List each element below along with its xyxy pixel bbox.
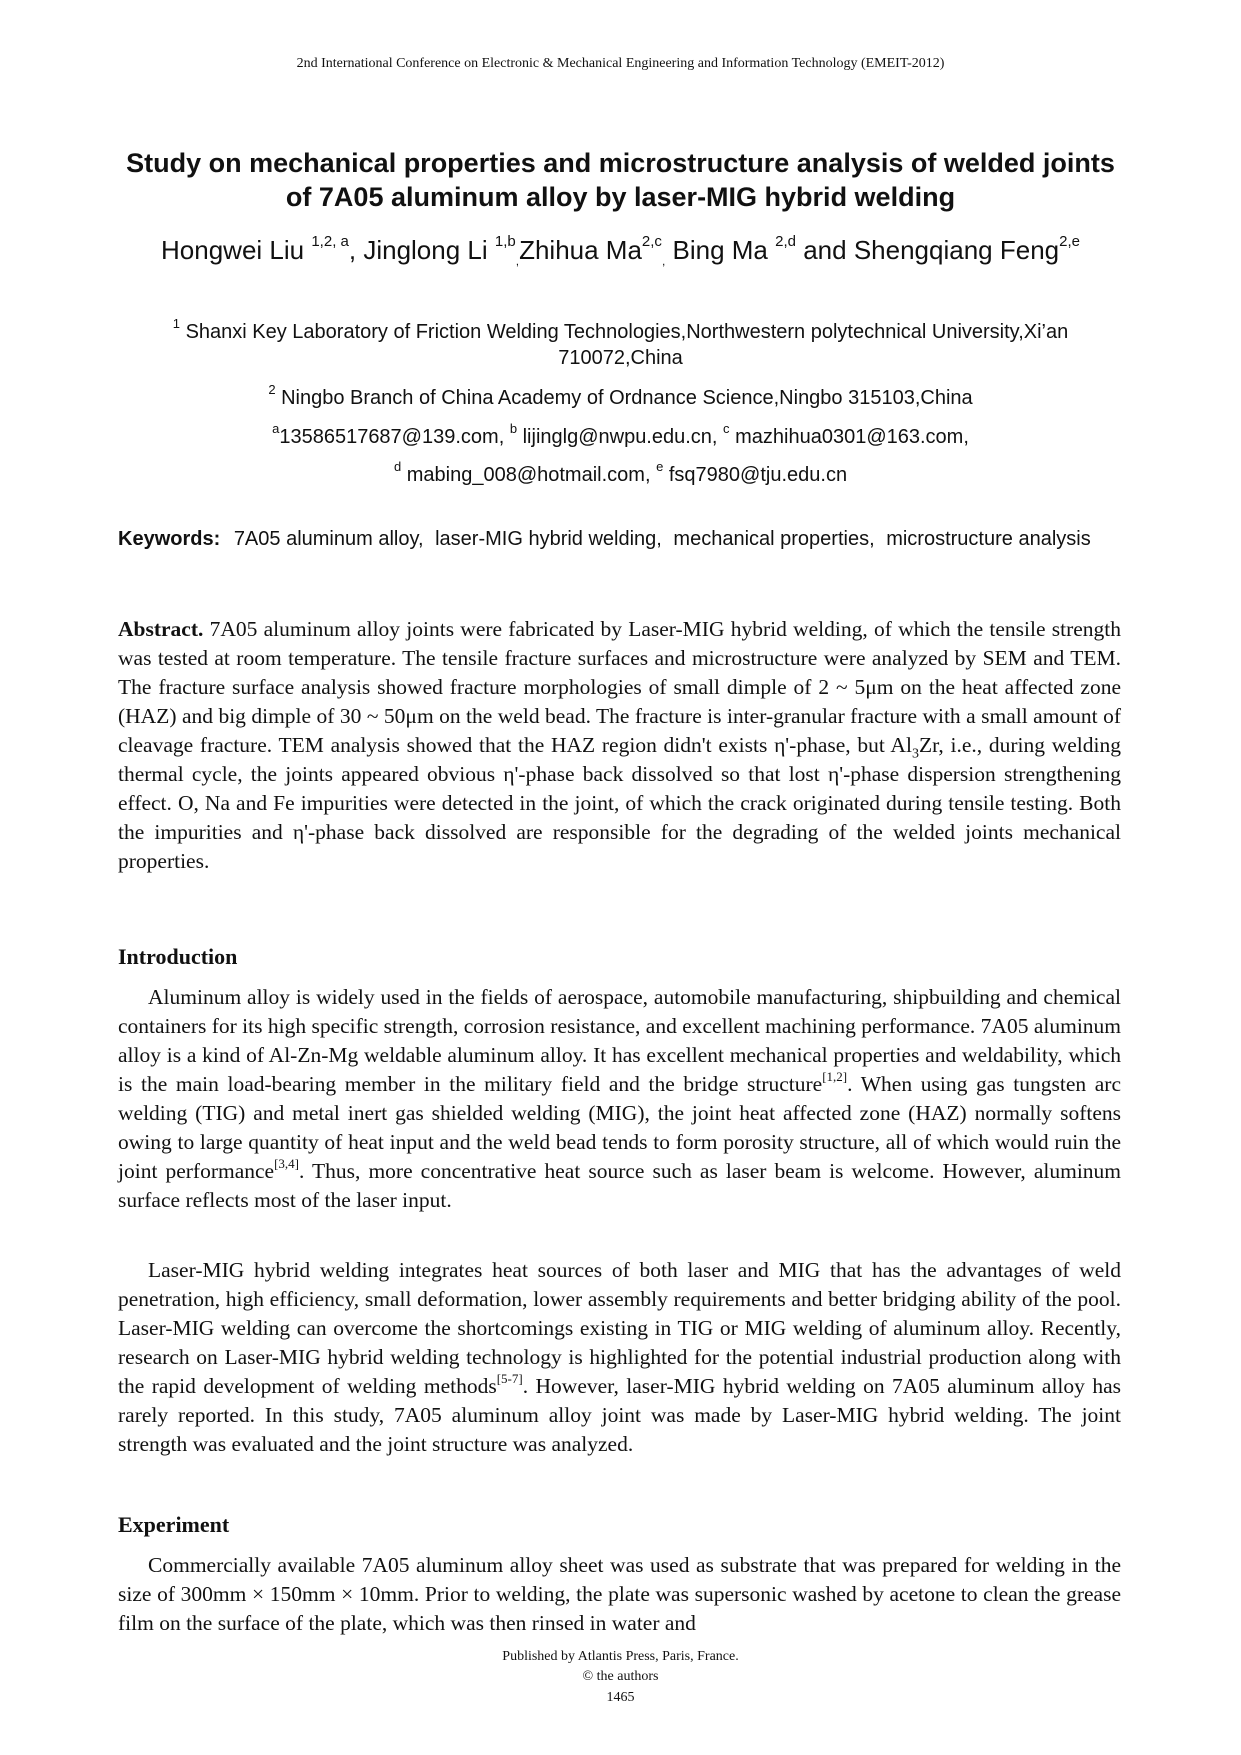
author-list: Hongwei Liu $^{1,2, a}$, Jinglong Li $^{1,b}_,$Zhihua Ma$^{2,c}_,$ Bing Ma $^{2,d}$ and Shengqiang Feng$^{2,e}$ bbox=[161, 233, 1080, 269]
section-heading-introduction: Introduction bbox=[118, 944, 238, 969]
author-affiliation-mark: 1,2, a bbox=[311, 233, 349, 251]
author-name: Bing Ma bbox=[672, 235, 768, 265]
email-link[interactable]: lijinglg@nwpu.edu.cn, bbox=[522, 426, 718, 448]
footer-copyright: © the authors bbox=[582, 1669, 659, 1684]
affiliation-2: $^2$ Ningbo Branch of China Academy of Ordnance Science,Ningbo 315103,China bbox=[268, 382, 973, 409]
email-link[interactable]: mabing_008@hotmail.com, bbox=[406, 464, 651, 486]
affiliation-1: $^1$ Shanxi Key Laboratory of Friction Welding Technologies,Northwestern polytechnical University,Xi’an 710072,China bbox=[172, 316, 1069, 369]
email-link[interactable]: fsq7980@tju.edu.cn bbox=[668, 464, 848, 486]
author-emails-line-2: $^d$ mabing_008@hotmail.com, $^e$ fsq7980@tju.edu.cn bbox=[393, 459, 848, 486]
author-name: Jinglong Li bbox=[363, 235, 488, 265]
citation: [3,4] bbox=[274, 1155, 300, 1171]
author-affiliation-mark: 2,c bbox=[641, 233, 662, 251]
author-name: Hongwei Liu bbox=[161, 235, 305, 265]
email-link[interactable]: mazhihua0301@163.com, bbox=[735, 426, 969, 448]
keyword: laser-MIG hybrid welding, bbox=[435, 528, 662, 550]
abstract: Abstract. 7A05 aluminum alloy joints were fabricated by Laser-MIG hybrid welding, of which the tensile strength was tested at room temperature. The tensile fracture surfaces and microstructure were analyzed by SEM and TEM. The fracture surface analysis showed fracture morphologies of small dimple of 2 ~ 5μm on the heat affected zone (HAZ) and big dimple of 30 ~ 50μm on the weld bead. The fracture is inter-granular fracture with a small amount of cleavage fracture. TEM analysis showed that the HAZ region didn't exists η'-phase, but $Al_3Zr$, i.e., during welding thermal cycle, the joints appeared obvious η'-phase back dissolved so that lost η'-phase dispersion strengthening effect. O, Na and Fe impurities were detected in the joint, of which the crack originated during tensile testing. Both the impurities and η'-phase back dissolved are responsible for the degrading of the welded joints mechanical properties. bbox=[118, 617, 1121, 873]
introduction-paragraph-2: Laser-MIG hybrid welding integrates heat sources of both laser and MIG that has the advantages of weld penetration, high efficiency, small deformation, lower assembly requirements and better bridging ability of the pool. Laser-MIG welding can overcome the shortcomings existing in TIG or MIG welding of aluminum alloy. Recently, research on Laser-MIG hybrid welding technology is highlighted for the potential industrial production along with the rapid development of welding methods[5-7]. However, laser-MIG hybrid welding on 7A05 aluminum alloy has rarely reported. In this study, 7A05 aluminum alloy joint was made by Laser-MIG hybrid welding. The joint strength was evaluated and the joint structure was analyzed. bbox=[118, 1258, 1121, 1456]
section-heading-experiment: Experiment bbox=[118, 1512, 230, 1537]
conference-header: 2nd International Conference on Electronic & Mechanical Engineering and Information Technology (EMEIT-2012) bbox=[296, 56, 945, 71]
author-affiliation-mark: 1,b bbox=[494, 233, 516, 251]
paper-title: Study on mechanical properties and microstructure analysis of welded joints of 7A05 aluminum alloy by laser-MIG hybrid welding bbox=[126, 148, 1115, 212]
page-number: 1465 bbox=[606, 1690, 635, 1705]
abstract-label: Abstract. bbox=[118, 617, 204, 641]
author-name: Zhihua Ma bbox=[519, 235, 642, 265]
citation: [1,2] bbox=[822, 1068, 848, 1084]
keywords-label: Keywords: bbox=[118, 528, 221, 550]
author-affiliation-mark: 2,d bbox=[775, 233, 796, 251]
keyword: microstructure analysis bbox=[886, 528, 1091, 550]
keyword: mechanical properties, bbox=[673, 528, 875, 550]
author-name: Shengqiang Feng bbox=[853, 235, 1060, 265]
introduction-paragraph-1: Aluminum alloy is widely used in the fields of aerospace, automobile manufacturing, shipbuilding and chemical containers for its high specific strength, corrosion resistance, and excellent machining performance. 7A05 aluminum alloy is a kind of Al-Zn-Mg weldable aluminum alloy. It has excellent mechanical properties and weldability, which is the main load-bearing member in the military field and the bridge structure[1,2]. When using gas tungsten arc welding (TIG) and metal inert gas shielded welding (MIG), the joint heat affected zone (HAZ) normally softens owing to large quantity of heat input and the weld bead tends to form porosity structure, all of which would ruin the joint performance[3,4]. Thus, more concentrative heat source such as laser beam is welcome. However, aluminum surface reflects most of the laser input. bbox=[118, 985, 1122, 1212]
footer-publisher: Published by Atlantis Press, Paris, France. bbox=[502, 1649, 739, 1664]
author-emails-line-1: $^a$13586517687@139.com, $^b$ lijinglg@nwpu.edu.cn, $^c$ mazhihua0301@163.com, bbox=[272, 421, 969, 448]
experiment-paragraph-1: Commercially available 7A05 aluminum alloy sheet was used as substrate that was prepared for welding in the size of 300mm × 150mm × 10mm. Prior to welding, the plate was supersonic washed by acetone to clean the grease film on the surface of the plate, which was then rinsed in water and bbox=[118, 1553, 1121, 1635]
keyword: 7A05 aluminum alloy, bbox=[233, 528, 424, 550]
author-affiliation-mark: 2,e bbox=[1059, 233, 1080, 251]
citation: [5-7] bbox=[496, 1370, 523, 1386]
keywords bbox=[118, 526, 1121, 552]
email-link[interactable]: 13586517687@139.com, bbox=[279, 426, 505, 448]
